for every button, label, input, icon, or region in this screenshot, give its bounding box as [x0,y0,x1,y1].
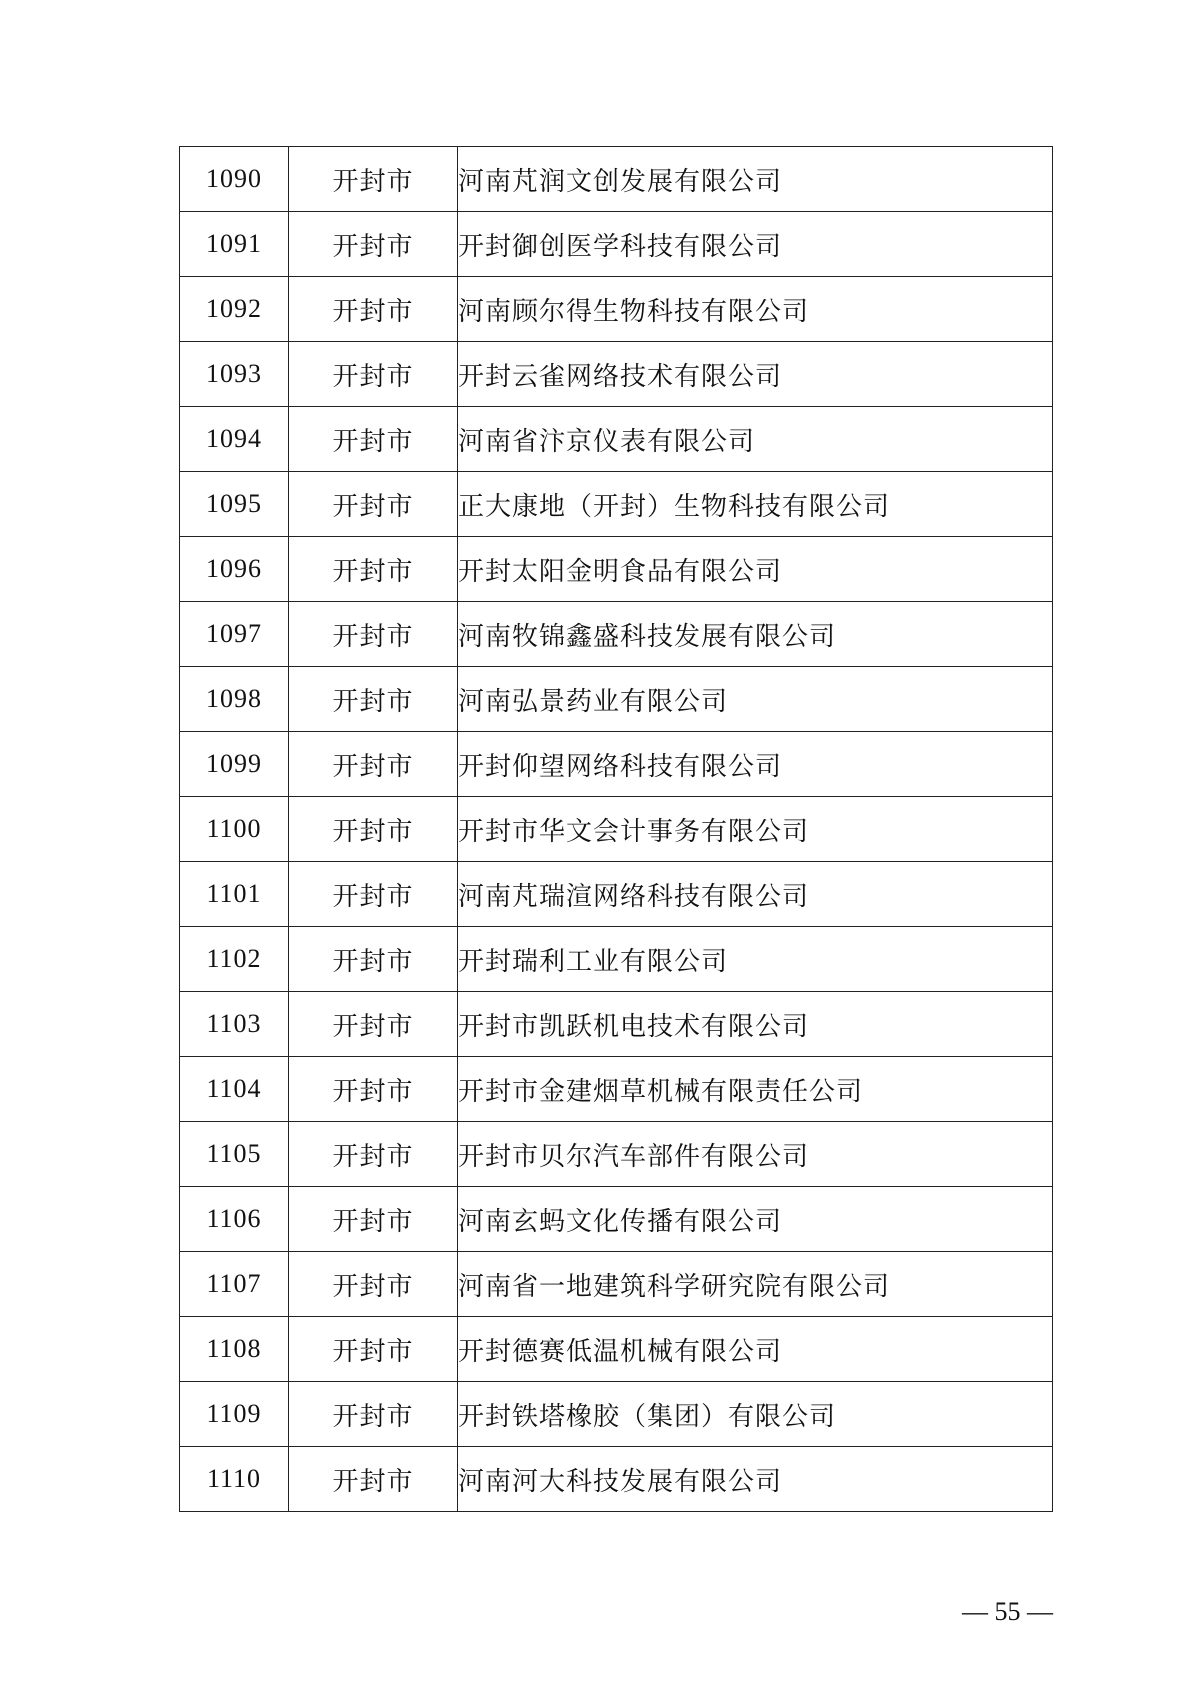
table-row [180,797,1053,862]
company-name-cell: 河南河大科技发展有限公司 [458,1447,1053,1512]
table-row [180,277,1053,342]
table-row [180,667,1053,732]
company-name-cell: 开封市凯跃机电技术有限公司 [458,992,1053,1057]
city-cell: 开封市 [289,212,458,277]
row-number: 1101 [180,862,289,927]
row-number: 1104 [180,1057,289,1122]
company-name-cell: 开封市华文会计事务有限公司 [458,797,1053,862]
table-row [180,602,1053,667]
company-name-cell: 河南牧锦鑫盛科技发展有限公司 [458,602,1053,667]
city-cell: 开封市 [289,1447,458,1512]
row-number: 1091 [180,212,289,277]
city-cell: 开封市 [289,927,458,992]
company-name-cell: 河南芃瑞渲网络科技有限公司 [458,862,1053,927]
city-cell: 开封市 [289,472,458,537]
row-number: 1106 [180,1187,289,1252]
table-row [180,407,1053,472]
city-cell: 开封市 [289,667,458,732]
company-name-cell: 开封市金建烟草机械有限责任公司 [458,1057,1053,1122]
company-list-table [179,146,1053,1512]
table-row [180,1122,1053,1187]
row-number: 1105 [180,1122,289,1187]
city-cell: 开封市 [289,797,458,862]
city-cell: 开封市 [289,862,458,927]
row-number: 1110 [180,1447,289,1512]
table-row [180,1382,1053,1447]
table-row [180,1447,1053,1512]
row-number: 1108 [180,1317,289,1382]
company-name-cell: 开封瑞利工业有限公司 [458,927,1053,992]
company-name-cell: 开封御创医学科技有限公司 [458,212,1053,277]
city-cell: 开封市 [289,1252,458,1317]
table-row [180,212,1053,277]
table-row [180,1187,1053,1252]
table-row [180,472,1053,537]
row-number: 1100 [180,797,289,862]
company-name-cell: 开封铁塔橡胶（集团）有限公司 [458,1382,1053,1447]
table-body [180,147,1053,1512]
row-number: 1107 [180,1252,289,1317]
company-name-cell: 河南省汴京仪表有限公司 [458,407,1053,472]
row-number: 1094 [180,407,289,472]
city-cell: 开封市 [289,1187,458,1252]
city-cell: 开封市 [289,602,458,667]
city-cell: 开封市 [289,147,458,212]
table-row [180,1317,1053,1382]
company-name-cell: 开封市贝尔汽车部件有限公司 [458,1122,1053,1187]
row-number: 1092 [180,277,289,342]
table-row [180,537,1053,602]
row-number: 1098 [180,667,289,732]
company-name-cell: 河南玄蚂文化传播有限公司 [458,1187,1053,1252]
table-row [180,862,1053,927]
city-cell: 开封市 [289,1382,458,1447]
city-cell: 开封市 [289,1317,458,1382]
city-cell: 开封市 [289,1122,458,1187]
table-row [180,732,1053,797]
company-name-cell: 开封德赛低温机械有限公司 [458,1317,1053,1382]
row-number: 1095 [180,472,289,537]
row-number: 1090 [180,147,289,212]
company-name-cell: 河南顾尔得生物科技有限公司 [458,277,1053,342]
company-name-cell: 河南芃润文创发展有限公司 [458,147,1053,212]
company-name-cell: 正大康地（开封）生物科技有限公司 [458,472,1053,537]
city-cell: 开封市 [289,1057,458,1122]
table-row [180,342,1053,407]
company-name-cell: 开封仰望网络科技有限公司 [458,732,1053,797]
table-row [180,927,1053,992]
row-number: 1097 [180,602,289,667]
row-number: 1103 [180,992,289,1057]
city-cell: 开封市 [289,537,458,602]
row-number: 1096 [180,537,289,602]
company-name-cell: 开封太阳金明食品有限公司 [458,537,1053,602]
row-number: 1109 [180,1382,289,1447]
city-cell: 开封市 [289,732,458,797]
company-name-cell: 河南省一地建筑科学研究院有限公司 [458,1252,1053,1317]
table-row [180,992,1053,1057]
city-cell: 开封市 [289,992,458,1057]
city-cell: 开封市 [289,277,458,342]
table-row [180,1252,1053,1317]
city-cell: 开封市 [289,342,458,407]
table-row [180,147,1053,212]
city-cell: 开封市 [289,407,458,472]
company-name-cell: 河南弘景药业有限公司 [458,667,1053,732]
row-number: 1093 [180,342,289,407]
page-number: — 55 — [962,1597,1053,1626]
company-name-cell: 开封云雀网络技术有限公司 [458,342,1053,407]
table-row [180,1057,1053,1122]
row-number: 1099 [180,732,289,797]
row-number: 1102 [180,927,289,992]
